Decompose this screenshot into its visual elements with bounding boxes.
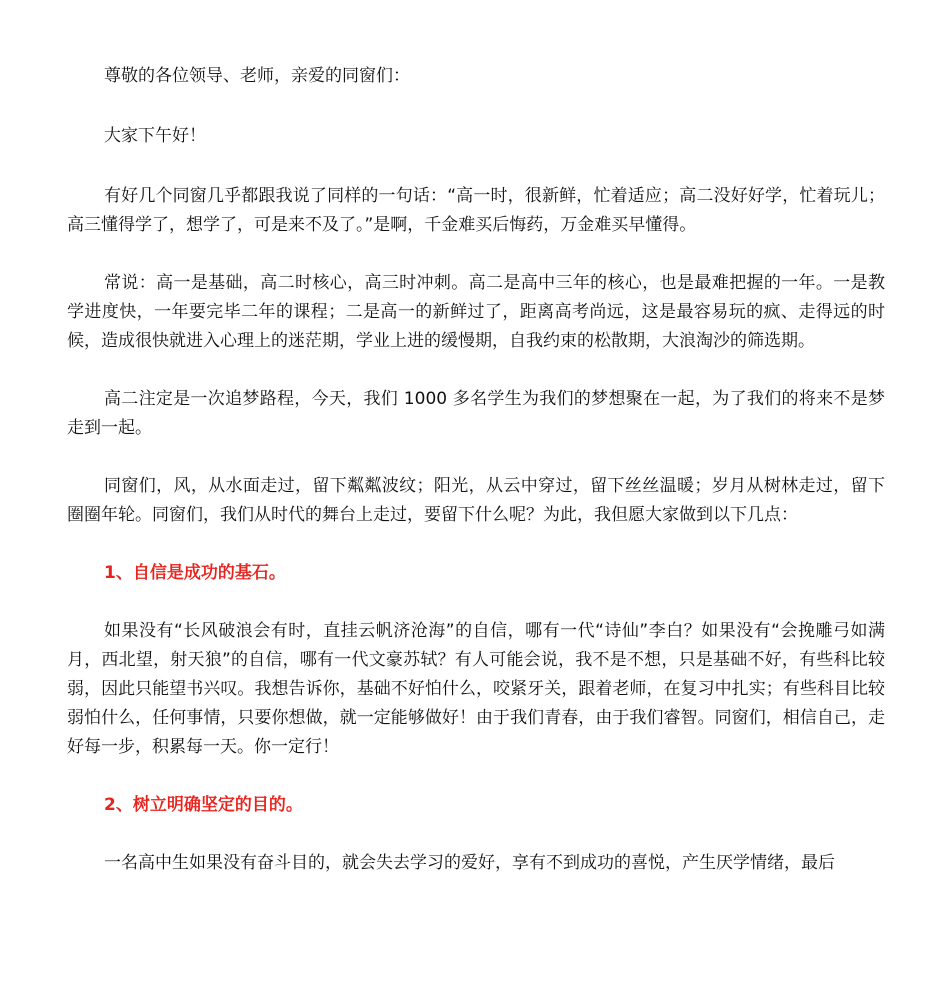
section-heading: 2、树立明确坚定的目的。 <box>104 795 303 815</box>
paragraph: 高二注定是一次追梦路程，今天，我们 1000 多名学生为我们的梦想聚在一起，为了我们的将来不是梦走到一起。 <box>67 389 885 438</box>
section-heading: 1、自信是成功的基石。 <box>104 563 286 583</box>
greeting: 尊敬的各位领导、老师，亲爱的同窗们： <box>104 66 410 86</box>
paragraph: 如果没有“长风破浪会有时，直挂云帆济沧海”的自信，哪有一代“诗仙”李白？如果没有“会挽雕弓如满月，西北望，射天狼”的自信，哪有一代文豪苏轼？有人可能会说，我不是不想，只是基础不好，有些科比较弱，因此只能望书兴叹。我想告诉你，基础不好怕什么，咬紧牙关，跟着老师，在复习中扎实；有些科目比较弱怕什么，任何事情，只要你想做，就一定能够做好！由于我们青春，由于我们睿智。同窗们，相信自己，走好每一步，积累每一天。你一定行！ <box>67 621 885 757</box>
paragraph: 一名高中生如果没有奋斗目的，就会失去学习的爱好，享有不到成功的喜悦，产生厌学情绪，最后 <box>104 853 835 873</box>
salutation: 大家下午好！ <box>104 126 206 146</box>
paragraph: 有好几个同窗几乎都跟我说了同样的一句话：“高一时，很新鲜，忙着适应；高二没好好学，忙着玩儿；高三懂得学了，想学了，可是来不及了。”是啊，千金难买后悔药，万金难买早懂得。 <box>67 186 885 235</box>
paragraph: 常说：高一是基础，高二时核心，高三时冲刺。高二是高中三年的核心，也是最难把握的一年。一是教学进度快，一年要完毕二年的课程；二是高一的新鲜过了，距离高考尚远，这是最容易玩的疯、走得远的时候，造成很快就进入心理上的迷茫期，学业上进的缓慢期，自我约束的松散期，大浪淘沙的筛选期。 <box>67 273 885 351</box>
document-body <box>67 62 885 907</box>
paragraph: 同窗们，风，从水面走过，留下粼粼波纹；阳光，从云中穿过，留下丝丝温暖；岁月从树林走过，留下圈圈年轮。同窗们，我们从时代的舞台上走过，要留下什么呢？为此，我但愿大家做到以下几点： <box>67 476 885 525</box>
